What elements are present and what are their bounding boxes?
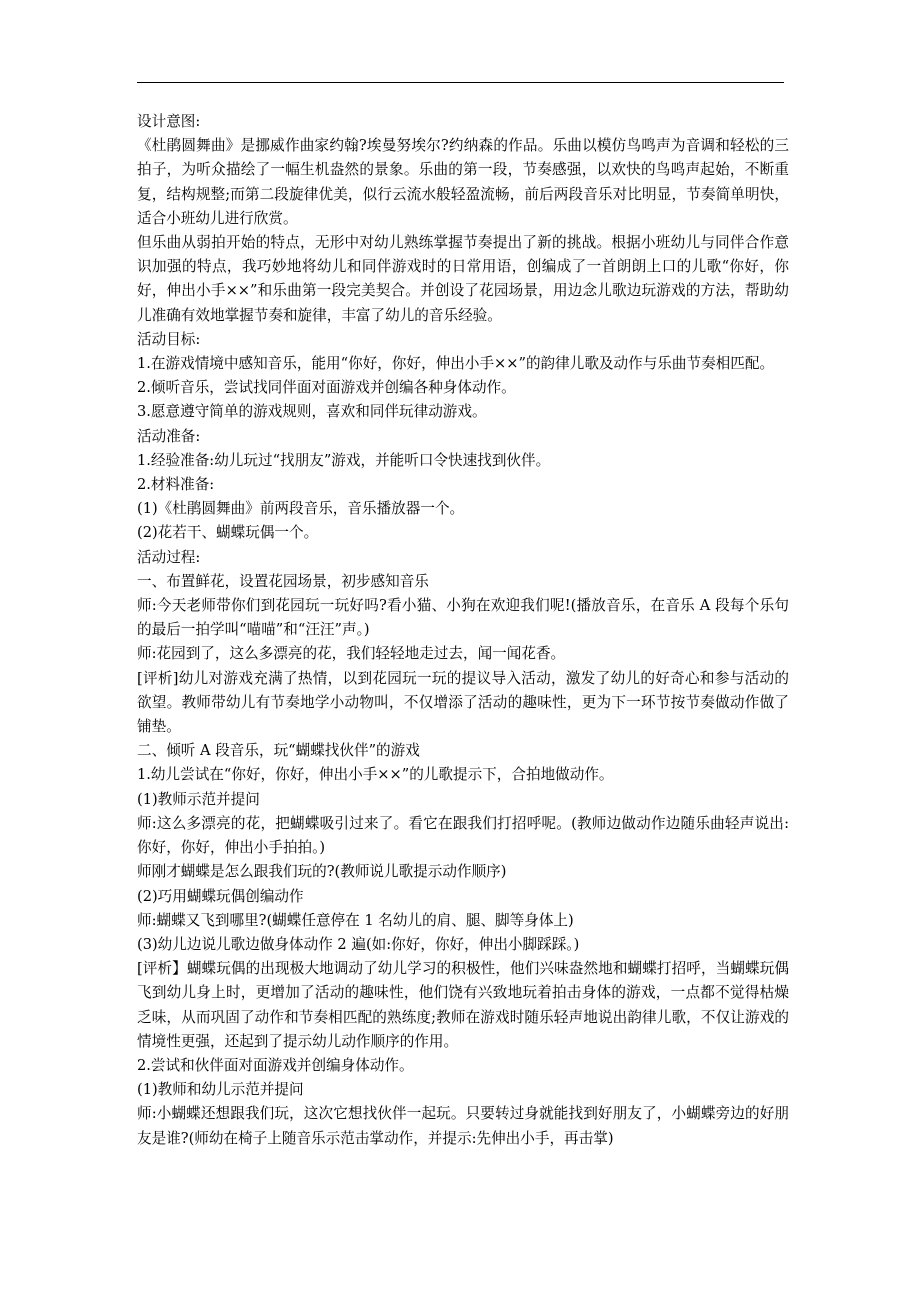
sub-heading: (2)巧用蝴蝶玩偶创编动作	[137, 887, 304, 905]
prep-item: 1.经验准备:幼儿玩过“找朋友”游戏，并能听口令快速找到伙伴。	[137, 451, 551, 469]
paragraph: 但乐曲从弱拍开始的特点，无形中对幼儿熟练掌握节奏提出了新的挑战。根据小班幼儿与同伴合作意识加强的特点，我巧妙地将幼儿和同伴游戏时的日常用语，创编成了一首朗朗上口的儿歌“你好，你好，伸出小手××”和乐曲第一段完美契合。并创设了花园场景，用边念儿歌边玩游戏的方法，帮助幼儿准确有效地掌握节奏和旋律，丰富了幼儿的音乐经验。	[137, 234, 789, 324]
paragraph: 师:这么多漂亮的花，把蝴蝶吸引过来了。看它在跟我们打招呼呢。(教师边做动作边随乐曲轻声说出:你好，你好，伸出小手拍拍。)	[137, 814, 789, 857]
goal-item: 1.在游戏情境中感知音乐，能用“你好，你好，伸出小手××”的韵律儿歌及动作与乐曲节奏相匹配。	[137, 355, 775, 373]
paragraph: 师:今天老师带你们到花园玩一玩好吗?看小猫、小狗在欢迎我们呢!(播放音乐，在音乐 A 段每个乐句的最后一拍学叫“喵喵”和“汪汪”声。)	[137, 597, 789, 639]
sub-heading: (1)教师和幼儿示范并提问	[137, 1081, 304, 1099]
sub-heading: (1)教师示范并提问	[137, 790, 260, 808]
section-heading: 一、布置鲜花，设置花园场景，初步感知音乐	[137, 572, 429, 590]
heading-design-intent: 设计意图:	[137, 113, 201, 130]
prep-item: 2.材料准备:	[137, 476, 215, 494]
paragraph: 《杜鹃圆舞曲》是挪威作曲家约翰?埃曼努埃尔?约纳森的作品。乐曲以模仿鸟鸣声为音调和轻松的三拍子，为听众描绘了一幅生机盎然的景象。乐曲的第一段，节奏感强，以欢快的鸟鸣声起始，不断重复，结构规整;而第二段旋律优美，似行云流水般轻盈流畅，前后两段音乐对比明显，节奏简单明快，适合小班幼儿进行欣赏。	[137, 137, 789, 227]
document-body	[137, 110, 789, 1151]
commentary-paragraph: [评析】蝴蝶玩偶的出现极大地调动了幼儿学习的积极性，他们兴味盎然地和蝴蝶打招呼，当蝴蝶玩偶飞到幼儿身上时，更增加了活动的趣味性，他们饶有兴致地玩着拍击身体的游戏，一点都不觉得枯燥乏味，从而巩固了动作和节奏相匹配的熟练度;教师在游戏时随乐轻声地说出韵律儿歌，不仅让游戏的情境性更强，还起到了提示幼儿动作顺序的作用。	[137, 960, 789, 1050]
paragraph: 师:蝴蝶又飞到哪里?(蝴蝶任意停在 1 名幼儿的肩、腿、脚等身体上)	[137, 911, 574, 929]
paragraph: 2.尝试和伙伴面对面游戏并创编身体动作。	[137, 1056, 414, 1074]
heading-activity-prep: 活动准备:	[137, 427, 201, 445]
paragraph: 师:小蝴蝶还想跟我们玩，这次它想找伙伴一起玩。只要转过身就能找到好朋友了，小蝴蝶旁边的好朋友是谁?(师幼在椅子上随音乐示范击掌动作，并提示:先伸出小手，再击掌)	[137, 1105, 789, 1147]
goal-item: 2.倾听音乐，尝试找同伴面对面游戏并创编各种身体动作。	[137, 379, 516, 397]
goal-item: 3.愿意遵守简单的游戏规则，喜欢和同伴玩律动游戏。	[137, 403, 487, 421]
commentary-paragraph: [评析]幼儿对游戏充满了热情，以到花园玩一玩的提议导入活动，激发了幼儿的好奇心和参与活动的欲望。教师带幼儿有节奏地学小动物叫，不仅增添了活动的趣味性，更为下一环节按节奏做动作做了铺垫。	[137, 669, 789, 736]
paragraph: 师刚才蝴蝶是怎么跟我们玩的?(教师说儿歌提示动作顺序)	[137, 863, 507, 881]
prep-subitem: (1)《杜鹃圆舞曲》前两段音乐，音乐播放器一个。	[137, 500, 465, 518]
heading-activity-process: 活动过程:	[137, 548, 201, 566]
paragraph: 1.幼儿尝试在“你好，你好，伸出小手××”的儿歌提示下，合拍地做动作。	[137, 766, 614, 784]
paragraph: 师:花园到了，这么多漂亮的花，我们轻轻地走过去，闻一闻花香。	[137, 645, 566, 663]
prep-subitem: (2)花若干、蝴蝶玩偶一个。	[137, 524, 319, 542]
heading-activity-goals: 活动目标:	[137, 330, 201, 348]
section-heading: 二、倾听 A 段音乐，玩“蝴蝶找伙伴”的游戏	[137, 742, 420, 760]
header-rule	[137, 82, 784, 83]
sub-heading: (3)幼儿边说儿歌边做身体动作 2 遍(如:你好，你好，伸出小脚踩踩。)	[137, 935, 580, 953]
